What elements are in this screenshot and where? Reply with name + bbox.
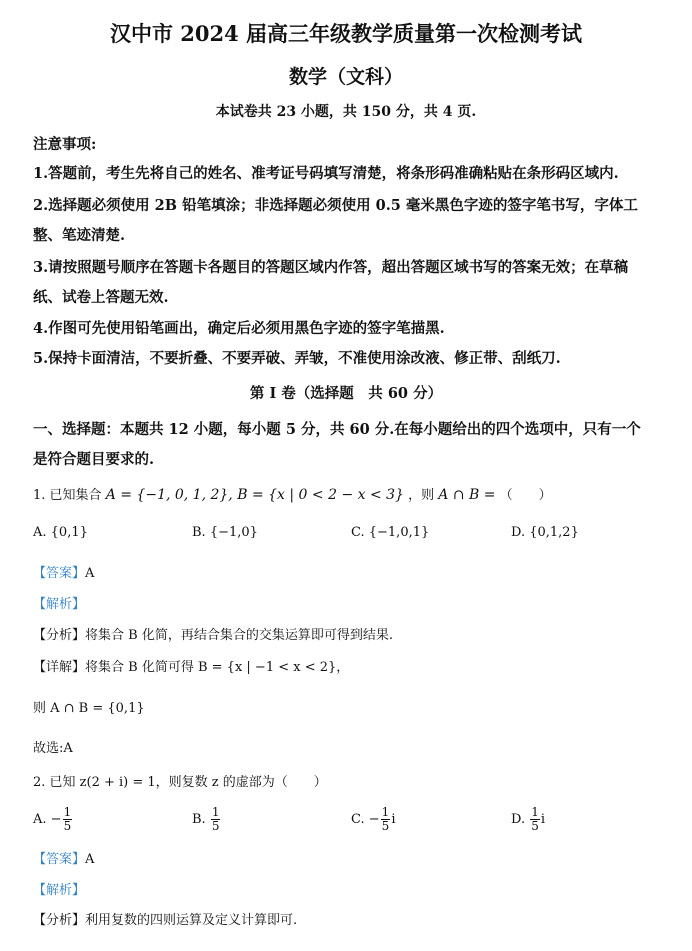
q1-option-d: D. {0,1,2} xyxy=(511,525,579,540)
q1-stem-intersection: A ∩ B = xyxy=(438,487,496,503)
q1-option-a: A. {0,1} xyxy=(33,525,88,540)
q2-fenxi: 利用复数的四则运算及定义计算即可. xyxy=(85,913,298,928)
exam-info: 本试卷共 23 小题，共 150 分，共 4 页. xyxy=(215,104,477,120)
q2-option-a-fraction xyxy=(63,806,73,833)
q2-fenxi-tag: 【分析】 xyxy=(33,913,86,928)
q1-answer-tag: 【答案】 xyxy=(33,566,86,581)
q1-stem-paren: （ ） xyxy=(499,488,552,503)
fraction-numerator: 1 xyxy=(381,805,390,819)
q1-answer: A xyxy=(85,566,95,581)
note-2-line2: 整、笔迹清楚. xyxy=(33,227,126,244)
q2-option-b xyxy=(192,806,221,833)
q1-stem-mid: ，则 xyxy=(408,488,435,503)
q2-option-a-label: A. xyxy=(33,812,47,827)
q1-option-b: B. {−1,0} xyxy=(192,525,258,540)
q1-choose: 故选:A xyxy=(33,741,73,756)
q2-option-d-fraction xyxy=(530,806,540,833)
q2-option-b-fraction xyxy=(211,806,221,833)
q2-option-d-label: D. xyxy=(511,812,526,827)
q2-option-b-label: B. xyxy=(192,812,206,827)
q2-option-c xyxy=(351,806,395,833)
q2-answer-line xyxy=(33,848,94,867)
notes-heading: 注意事项: xyxy=(33,136,97,153)
q2-option-c-suffix: i xyxy=(391,812,396,827)
fraction-denominator: 5 xyxy=(63,819,72,833)
q1-stem-sets: A = {−1, 0, 1, 2}, B = {x | 0 < 2 − x < 3} xyxy=(105,487,404,503)
q2-fenxi-line xyxy=(33,909,297,928)
fraction-numerator: 1 xyxy=(63,805,72,819)
note-3-line1: 3.请按照题号顺序在答题卡各题目的答题区域内作答，超出答题区域书写的答案无效；在草稿 xyxy=(33,259,629,276)
note-4: 4.作图可先使用铅笔画出，确定后必须用黑色字迹的签字笔描黑. xyxy=(33,320,445,337)
q1-fenxi: 将集合 B 化简，再结合集合的交集运算即可得到结果. xyxy=(85,628,393,643)
q2-option-c-fraction xyxy=(381,806,391,833)
exam-title: 汉中市 2024 届高三年级教学质量第一次检测考试 xyxy=(109,21,583,46)
fraction-numerator: 1 xyxy=(531,805,539,819)
section-title: 第 I 卷（选择题 共 60 分） xyxy=(249,385,443,402)
q1-xiangjie-tag: 【详解】 xyxy=(33,660,86,675)
q1-answer-line xyxy=(33,562,94,581)
q1-analysis-tag: 【解析】 xyxy=(33,597,86,612)
q2-option-d xyxy=(511,806,545,833)
q2-answer: A xyxy=(85,852,95,867)
q1-stem xyxy=(33,484,552,503)
q1-xiangjie-line xyxy=(33,656,349,675)
note-5: 5.保持卡面清洁，不要折叠、不要弄破、弄皱，不准使用涂改液、修正带、刮纸刀. xyxy=(33,350,561,367)
q2-answer-tag: 【答案】 xyxy=(33,852,86,867)
q2-option-a xyxy=(33,806,73,833)
fraction-numerator: 1 xyxy=(211,805,220,819)
q1-option-c: C. {−1,0,1} xyxy=(351,525,430,540)
note-1: 1.答题前，考生先将自己的姓名、准考证号码填写清楚，将条形码准确粘贴在条形码区域内. xyxy=(33,165,619,182)
section-intro-line2: 是符合题目要求的. xyxy=(33,451,155,468)
fraction-denominator: 5 xyxy=(211,819,220,833)
q2-stem: 2. 已知 z(2 + i) = 1，则复数 z 的虚部为（ ） xyxy=(33,775,327,790)
q2-option-c-label: C. xyxy=(351,812,365,827)
q1-stem-prefix: 1. 已知集合 xyxy=(33,488,102,503)
q1-fenxi-line xyxy=(33,624,393,643)
q1-xiangjie: 将集合 B 化简可得 B = {x | −1 < x < 2}， xyxy=(85,660,350,675)
fraction-denominator: 5 xyxy=(381,819,390,833)
note-3-line2: 纸、试卷上答题无效. xyxy=(33,289,169,306)
section-intro-line1: 一、选择题：本题共 12 小题，每小题 5 分，共 60 分.在每小题给出的四个选项中，只有一个 xyxy=(33,421,641,438)
q2-analysis-tag: 【解析】 xyxy=(33,883,86,898)
subject-title: 数学（文科） xyxy=(288,66,403,88)
fraction-denominator: 5 xyxy=(531,819,539,833)
q1-result: 则 A ∩ B = {0,1} xyxy=(33,701,145,716)
q1-fenxi-tag: 【分析】 xyxy=(33,628,86,643)
q2-option-c-sign: − xyxy=(368,812,380,827)
q2-option-a-sign: − xyxy=(50,812,62,827)
q2-option-d-suffix: i xyxy=(540,812,546,827)
note-2-line1: 2.选择题必须使用 2B 铅笔填涂；非选择题必须使用 0.5 毫米黑色字迹的签字笔书写，字体工 xyxy=(33,197,638,214)
